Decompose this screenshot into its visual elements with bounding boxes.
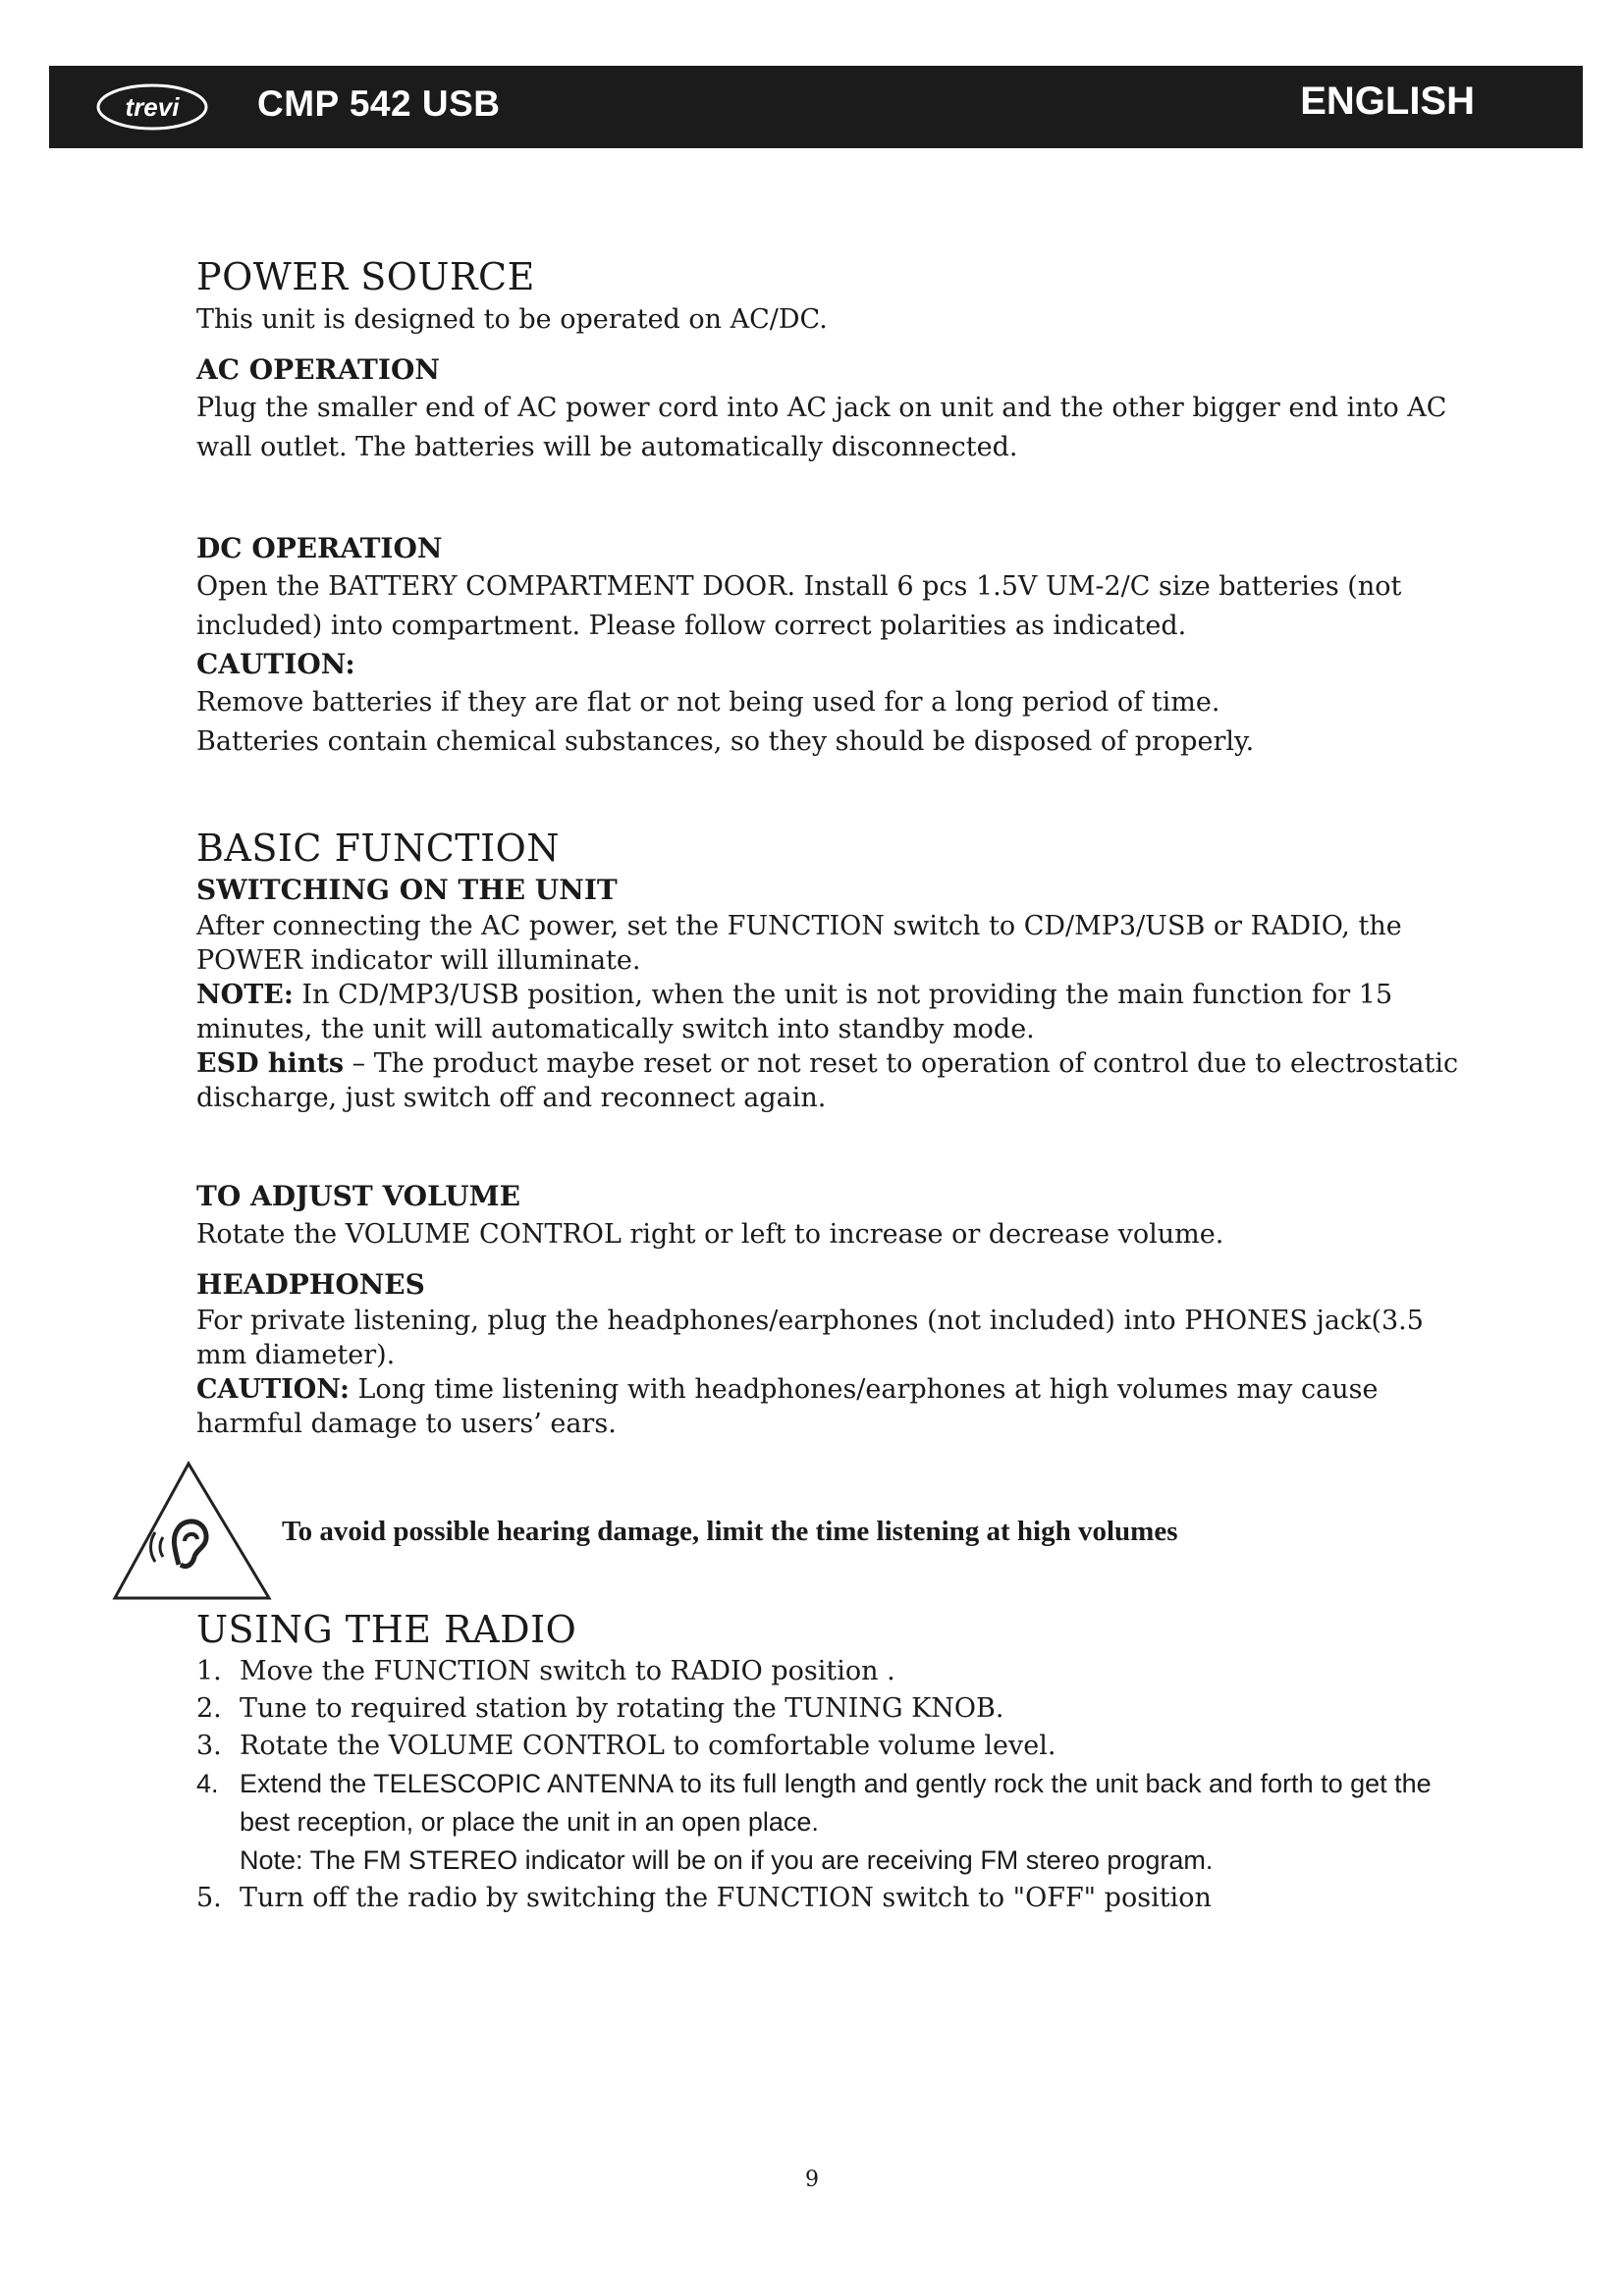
list-item: 2. Tune to required station by rotating the TUNING KNOB. — [196, 1693, 1004, 1724]
adjust-volume-title: TO ADJUST VOLUME — [196, 1180, 520, 1212]
note-label: NOTE: — [196, 980, 294, 1010]
list-item: 3. Rotate the VOLUME CONTROL to comfortable volume level. — [196, 1731, 1056, 1761]
dc-operation-text: Open the BATTERY COMPARTMENT DOOR. Install 6 pcs 1.5V UM-2/C size batteries (not included) into compartment. Please follow correct polarities as indicated. — [196, 571, 1402, 641]
ac-operation-text: Plug the smaller end of AC power cord into AC jack on unit and the other bigger end into AC wall outlet. The batteries will be automatically disconnected. — [196, 393, 1447, 462]
headphones-title: HEADPHONES — [196, 1268, 425, 1301]
page-content — [196, 253, 1463, 1917]
model-name: CMP 542 USB — [257, 83, 501, 124]
headphones-text: For private listening, plug the headphones/earphones (not included) into PHONES jack(3.5 mm diameter). — [196, 1306, 1424, 1370]
caution-title: CAUTION: — [196, 648, 355, 680]
page-number: 9 — [805, 2167, 819, 2192]
fm-stereo-note: Note: The FM STEREO indicator will be on if you are receiving FM stereo program. — [240, 1845, 1214, 1875]
list-item: 4. Extend the TELESCOPIC ANTENNA to its full length and gently rock the unit back and forth to get the best reception, or place the unit in an open place. Note: The FM STEREO indicator will be on if you are receiving FM stereo program. — [196, 1769, 1432, 1875]
using-radio-title: USING THE RADIO — [196, 1608, 577, 1651]
esd-text: – The product maybe reset or not reset to operation of control due to electrostatic discharge, just switch off and reconnect again. — [196, 1048, 1459, 1113]
hearing-warning — [110, 1459, 1463, 1606]
note-paragraph — [196, 978, 1463, 1046]
caution-line-2: Batteries contain chemical substances, so they should be disposed of properly. — [196, 726, 1255, 757]
dc-operation-title: DC OPERATION — [196, 532, 443, 564]
basic-function-title: BASIC FUNCTION — [196, 827, 561, 870]
ac-operation-title: AC OPERATION — [196, 353, 440, 386]
note-text: In CD/MP3/USB position, when the unit is not providing the main function for 15 minutes, the unit will automatically switch into standby mode. — [196, 980, 1393, 1044]
switching-on-title: SWITCHING ON THE UNIT — [196, 874, 618, 906]
esd-label: ESD hints — [196, 1048, 345, 1079]
radio-steps — [196, 1653, 1463, 1917]
power-source-intro: This unit is designed to be operated on AC/DC. — [196, 304, 828, 335]
list-item: 5. Turn off the radio by switching the FUNCTION switch to "OFF" position — [196, 1883, 1212, 1913]
caution-headphones-label: CAUTION: — [196, 1374, 350, 1405]
hearing-warning-text: To avoid possible hearing damage, limit the time listening at high volumes — [282, 1516, 1178, 1547]
caution-line-1: Remove batteries if they are flat or not being used for a long period of time. — [196, 687, 1220, 718]
svg-text:trevi: trevi — [125, 92, 180, 122]
switching-on-text: After connecting the AC power, set the FUNCTION switch to CD/MP3/USB or RADIO, the POWER indicator will illuminate. — [196, 911, 1402, 976]
caution-headphones-text: Long time listening with headphones/earphones at high volumes may cause harmful damage to users’ ears. — [196, 1374, 1379, 1439]
power-source-title: POWER SOURCE — [196, 255, 535, 298]
language-label: ENGLISH — [1300, 80, 1475, 123]
caution-headphones-paragraph — [196, 1372, 1463, 1441]
trevi-logo — [96, 83, 208, 131]
adjust-volume-text: Rotate the VOLUME CONTROL right or left to increase or decrease volume. — [196, 1219, 1224, 1250]
header-bar — [49, 66, 1583, 148]
esd-paragraph — [196, 1046, 1463, 1115]
hearing-warning-icon — [110, 1459, 277, 1606]
list-item: 1. Move the FUNCTION switch to RADIO position . — [196, 1656, 895, 1686]
